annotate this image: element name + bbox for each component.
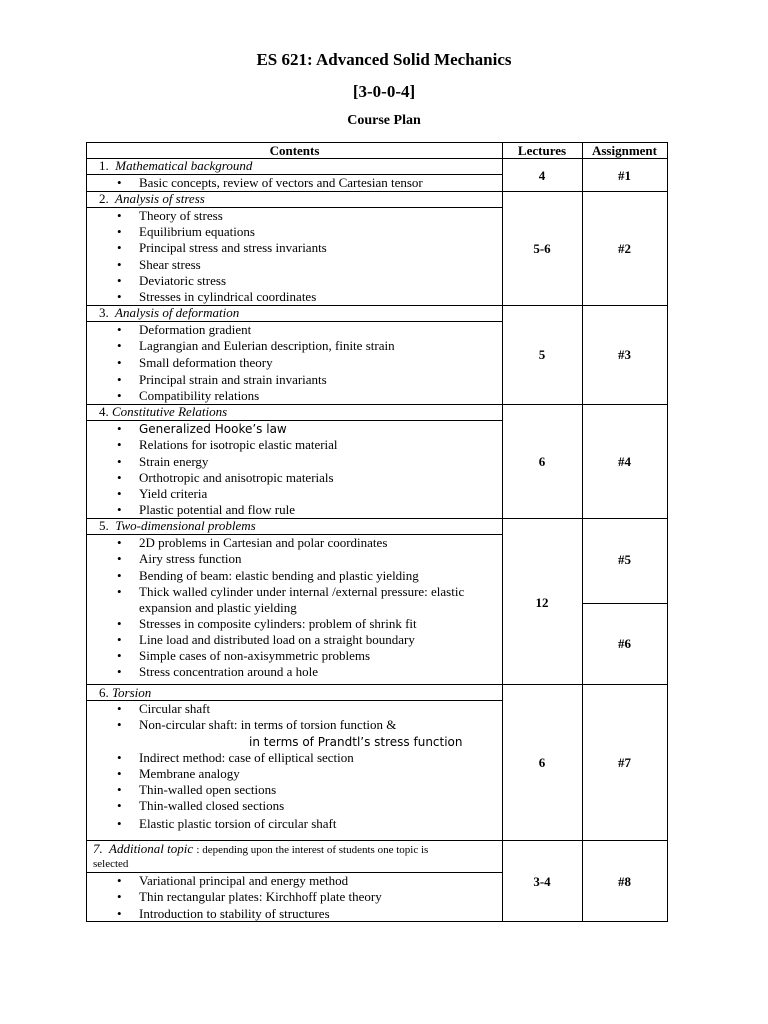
assignment-cell: #3 — [618, 347, 631, 362]
section-heading-continuation: selected — [93, 858, 129, 870]
assignment-cell: #6 — [618, 636, 631, 651]
section-heading: 4. Constitutive Relations — [99, 404, 228, 419]
lectures-cell: 6 — [538, 454, 546, 469]
lectures-cell: 5 — [538, 347, 546, 362]
lectures-cell: 12 — [535, 595, 549, 610]
column-divider — [502, 143, 503, 921]
assignment-divider — [582, 603, 667, 604]
lectures-cell: 3-4 — [533, 874, 551, 889]
assignment-cell: #5 — [618, 552, 631, 567]
assignment-cell: #1 — [618, 168, 631, 183]
header-contents: Contents — [269, 143, 320, 158]
course-title: ES 621: Advanced Solid Mechanics — [256, 50, 512, 69]
row-divider — [87, 684, 667, 685]
section-heading: 2. Analysis of stress — [99, 191, 205, 206]
section-heading: 1. Mathematical background — [99, 158, 253, 173]
assignment-cell: #8 — [618, 874, 631, 889]
header-lectures: Lectures — [517, 143, 567, 158]
lectures-cell: 5-6 — [533, 241, 551, 256]
lectures-cell: 6 — [538, 755, 546, 770]
section-heading: 6. Torsion — [99, 685, 152, 700]
list-item-continuation: in terms of Prandtl’s stress function — [249, 735, 463, 749]
section-heading: 3. Analysis of deformation — [99, 305, 240, 320]
course-plan-table: Contents Lectures Assignment 1. Mathematical background • Basic concepts, review of vectors and Cartesian tensor 4 #1 2. Analysis of stress • Theory of stress • Equilibrium equations • Principal stress and stress invariants • Shear stress • Deviatoric stress • Stresses in cylindrical coordinates 5-6 #2 3. Analysis of deformation • Deformation gradient • Lagrangian and Eulerian description, finite strain • Small deformation theory • Principal strain and strain invariants • Compatibility relations 5 #3 4. Constitutive Relations • Generalized Hooke’s law • Relations for isotropic elastic material • Strain energy • Orthotropic and anisotropic materials • Yield criteria • Plastic potential and flow rule 6 #4 5. Two-dimensional problems • 2D problems in Cartesian and polar coordinates • Airy stress function • Bending of beam: elastic bending and plastic yielding • Thick walled cylinder under internal /external pressure: elastic expansion and plastic yielding • Stresses in composite cylinders: problem of shrink fit • Line load and distributed load on a straight boundary • Simple cases of non-axisymmetric problems • Stress concentration around a hole 12 #5 #6 6. Torsion • Circular shaft • Non-circular shaft: in terms of torsion function & in terms of Prandtl’s stress function • Indirect method: case of elliptical section • Membrane analogy • Thin-walled open sections • Thin-walled closed sections • Elastic plastic torsion of circular shaft 6 #7 7. Additional topic : depending upon the interest of students one topic is selected • Variational principal and energy method • Thin rectangular plates: Kirchhoff plate theory • Introduction to stability of structures 3-4 #8 — [86, 142, 668, 922]
section-heading: 7. Additional topic : depending upon the interest of students one topic is — [93, 841, 429, 856]
section-heading: 5. Two-dimensional problems — [99, 518, 256, 533]
course-credits: [3-0-0-4] — [352, 82, 416, 101]
list-item-continuation: expansion and plastic yielding — [139, 600, 297, 615]
lectures-cell: 4 — [538, 168, 546, 183]
header-assignment: Assignment — [591, 143, 657, 158]
assignment-cell: #4 — [618, 454, 631, 469]
assignment-cell: #2 — [618, 241, 631, 256]
course-plan-subtitle: Course Plan — [347, 113, 421, 128]
column-divider — [582, 143, 583, 921]
assignment-cell: #7 — [618, 755, 631, 770]
